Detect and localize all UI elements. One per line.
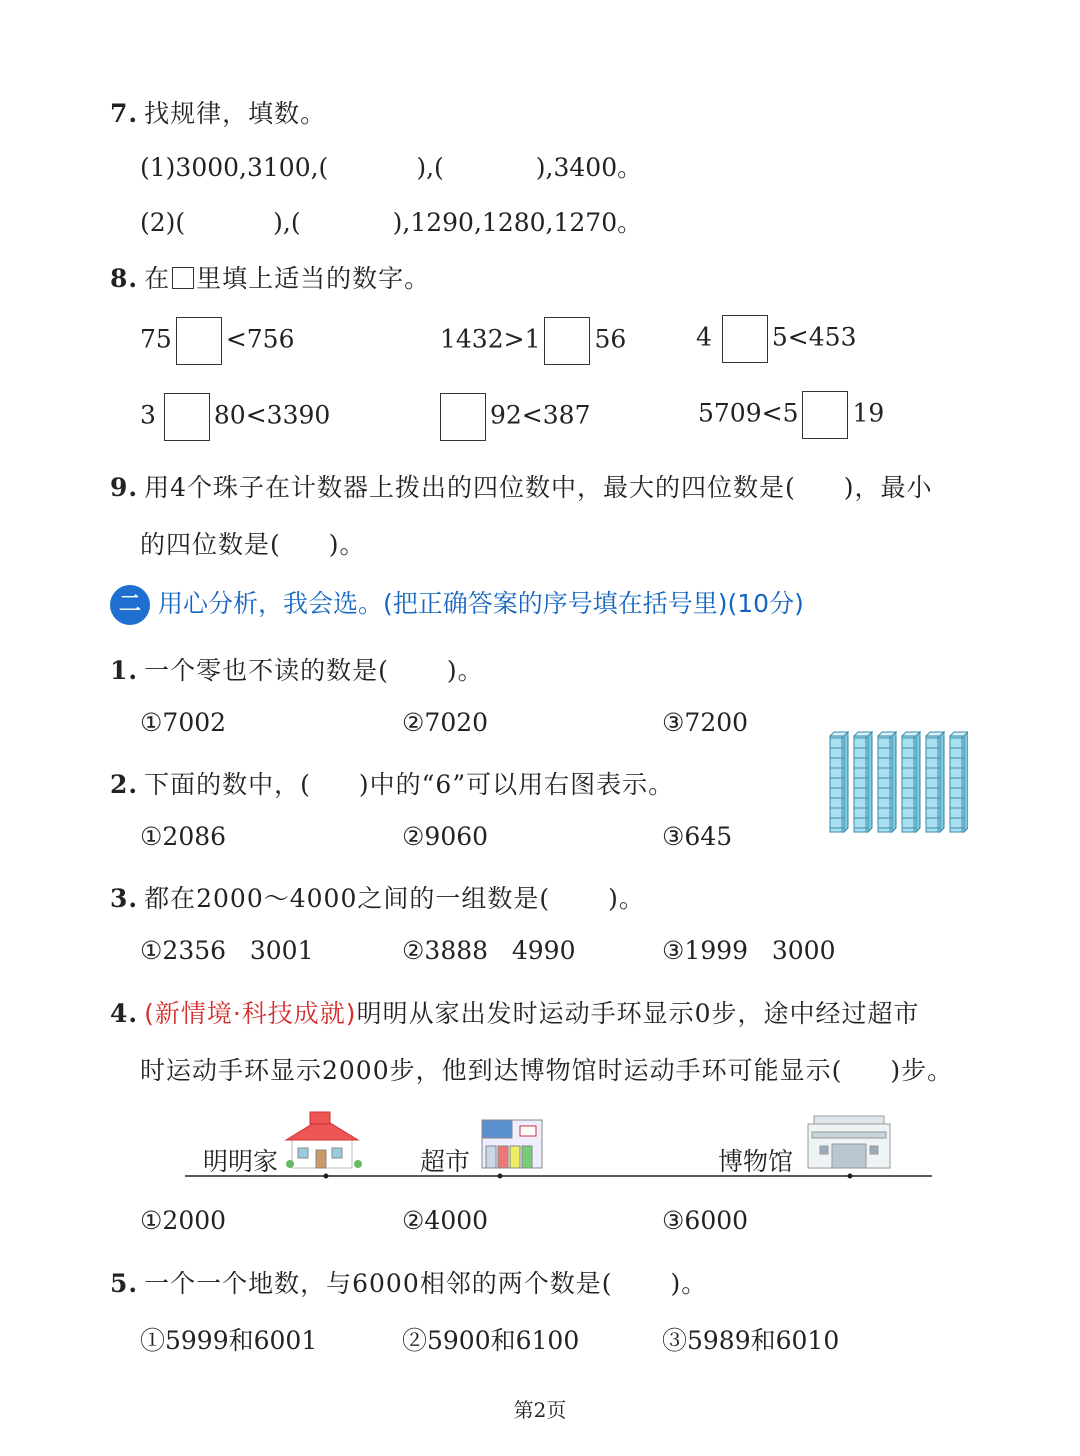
ten-rods-illustration	[828, 728, 968, 838]
option-3[interactable]: ③6000	[662, 1206, 749, 1235]
place-label-supermarket: 超市	[420, 1147, 471, 1176]
option-2[interactable]: ②4000	[402, 1206, 489, 1235]
section-2-header: 二 用心分析，我会选。(把正确答案的序号填在括号里)(10分)	[110, 584, 804, 625]
option-1[interactable]: ①2000	[140, 1206, 227, 1235]
ten-rod-icon	[854, 732, 872, 832]
choice-question-5: 5. 一个一个地数，与6000相邻的两个数是( )。	[110, 1269, 708, 1298]
digit-box[interactable]	[544, 317, 590, 365]
option-3[interactable]: ③1999 3000	[662, 936, 836, 965]
question-9-line-2: 的四位数是( )。	[140, 530, 366, 559]
choice-question-4-line-2: 时运动手环显示2000步，他到达博物馆时运动手环可能显示( )步。	[140, 1056, 954, 1085]
option-3[interactable]: ③7200	[662, 708, 749, 737]
museum-icon	[808, 1116, 890, 1168]
ten-rod-icon	[878, 732, 896, 832]
choice-question-4: 4. (新情境·科技成就)明明从家出发时运动手环显示0步，途中经过超市	[110, 999, 920, 1028]
place-label-museum: 博物馆	[718, 1147, 794, 1176]
option-2[interactable]: ②3888 4990	[402, 936, 576, 965]
option-1[interactable]: ①7002	[140, 708, 227, 737]
inequality-3: 4 5<453	[696, 315, 856, 363]
inequality-2: 1432>1 56	[440, 317, 626, 365]
page-number: 第2页	[513, 1398, 567, 1422]
digit-box[interactable]	[164, 393, 210, 441]
route-point-supermarket	[498, 1174, 503, 1179]
digit-box[interactable]	[176, 317, 222, 365]
square-icon	[172, 267, 194, 289]
context-tag: (新情境·科技成就)	[144, 999, 357, 1028]
place-label-home: 明明家	[203, 1147, 279, 1176]
question-9: 9. 用4个珠子在计数器上拨出的四位数中，最大的四位数是( )，最小	[110, 473, 933, 502]
option-3[interactable]: ③5989和6010	[662, 1326, 840, 1355]
inequality-1: 75 <756	[140, 317, 294, 365]
question-7: 7. 找规律，填数。	[110, 99, 327, 128]
inequality-5: 92<387	[440, 393, 590, 441]
ten-rod-icon	[926, 732, 944, 832]
ten-rod-icon	[902, 732, 920, 832]
option-2[interactable]: ②9060	[402, 822, 489, 851]
inequality-4: 3 80<3390	[140, 393, 330, 441]
digit-box[interactable]	[440, 393, 486, 441]
option-1[interactable]: ①2356 3001	[140, 936, 314, 965]
question-7-part-1: (1)3000,3100,( ),( ),3400。	[140, 153, 643, 182]
option-1[interactable]: ①5999和6001	[140, 1326, 318, 1355]
choice-question-3: 3. 都在2000～4000之间的一组数是( )。	[110, 884, 645, 913]
supermarket-icon	[482, 1120, 542, 1168]
question-7-part-2: (2)( ),( ),1290,1280,1270。	[140, 208, 643, 237]
option-2[interactable]: ②5900和6100	[402, 1326, 580, 1355]
choice-question-2: 2. 下面的数中，( )中的“6”可以用右图表示。	[110, 770, 675, 799]
digit-box[interactable]	[802, 391, 848, 439]
route-illustration	[180, 1110, 940, 1182]
route-point-museum	[848, 1174, 853, 1179]
ten-rod-icon	[950, 732, 968, 832]
digit-box[interactable]	[722, 315, 768, 363]
route-point-home	[324, 1174, 329, 1179]
inequality-6: 5709<5 19	[698, 391, 884, 439]
ten-rod-icon	[830, 732, 848, 832]
choice-question-1: 1. 一个零也不读的数是( )。	[110, 656, 484, 685]
option-2[interactable]: ②7020	[402, 708, 489, 737]
option-3[interactable]: ③645	[662, 822, 733, 851]
section-number-badge: 二	[110, 585, 150, 625]
question-8: 8. 在 里填上适当的数字。	[110, 264, 431, 293]
house-icon	[286, 1112, 362, 1168]
option-1[interactable]: ①2086	[140, 822, 227, 851]
